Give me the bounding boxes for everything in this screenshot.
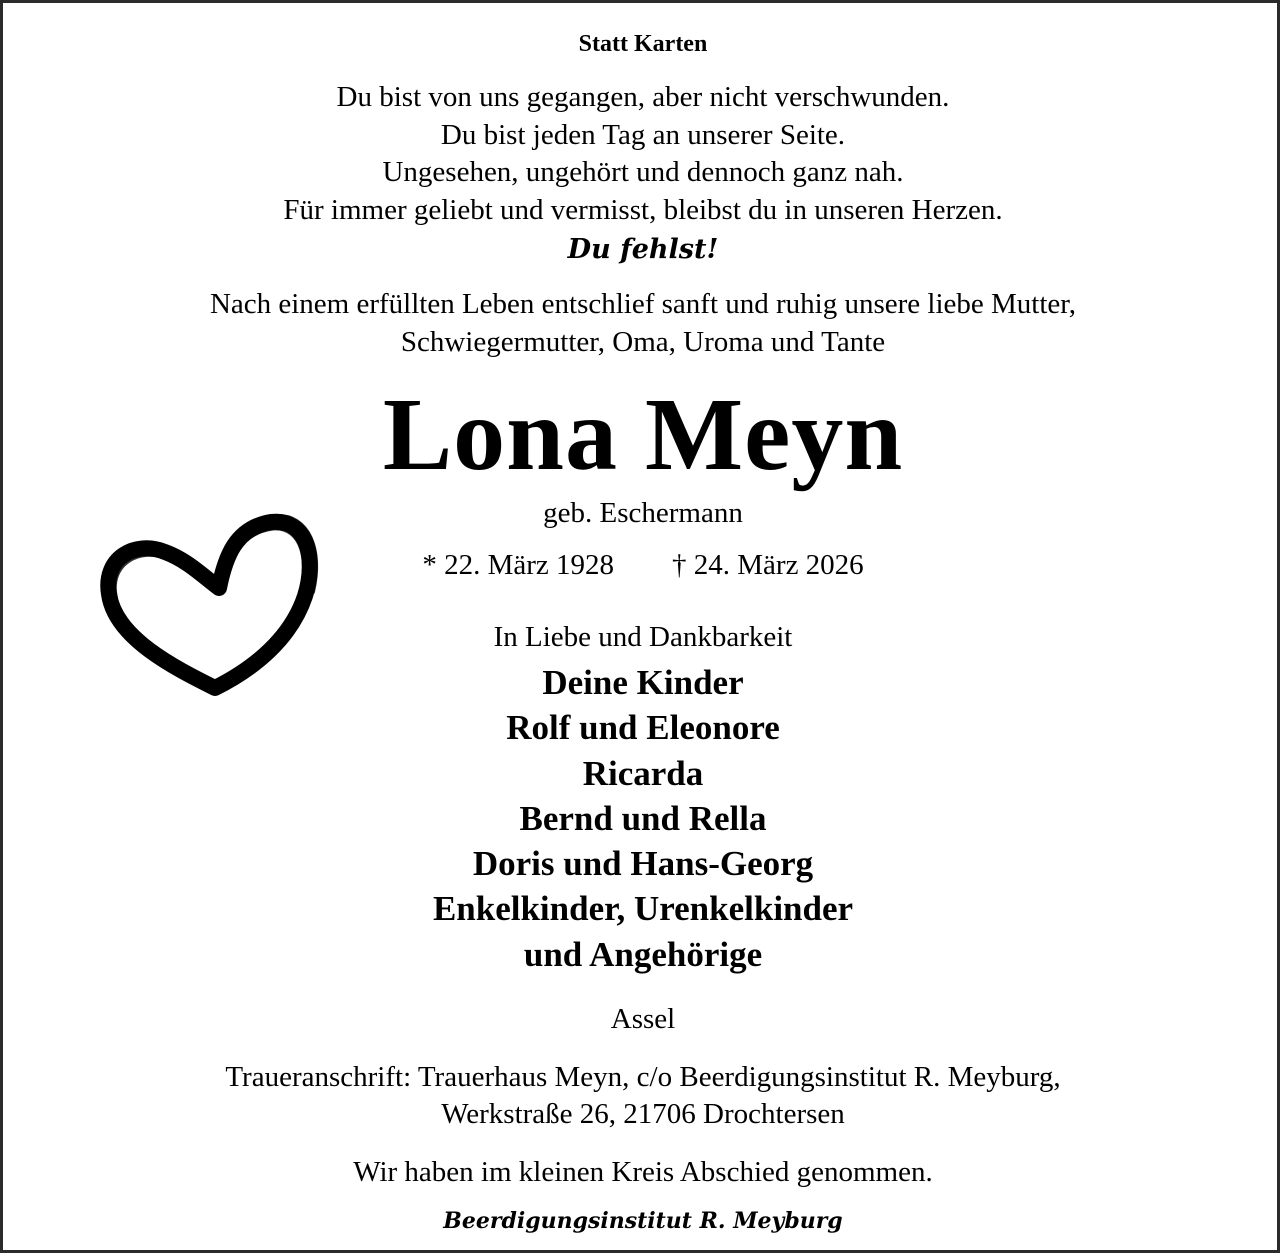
mourner-line: Bernd und Rella xyxy=(519,798,767,838)
thanks-intro: In Liebe und Dankbarkeit xyxy=(493,621,793,653)
mourner-line: Doris und Hans-Georg xyxy=(472,844,814,884)
mourner-line: Enkelkinder, Urenkelkinder xyxy=(432,889,854,929)
poem-line: Du bist jeden Tag an unserer Seite. xyxy=(440,118,846,151)
announcement xyxy=(3,286,1280,361)
birth-date: * 22. März 1928 xyxy=(422,549,614,581)
mourners-list xyxy=(3,660,1280,977)
funeral-home-signature: Beerdigungsinstitut R. Meyburg xyxy=(443,1208,843,1234)
mourner-line: Deine Kinder xyxy=(542,663,744,702)
farewell-note: Wir haben im kleinen Kreis Abschied genommen. xyxy=(353,1156,933,1188)
poem-line: Du bist von uns gegangen, aber nicht verschwunden. xyxy=(336,81,950,113)
address-line: Werkstraße 26, 21706 Drochtersen xyxy=(441,1098,845,1130)
announcement-line: Nach einem erfüllten Leben entschlief sanft und ruhig unsere liebe Mutter, xyxy=(209,288,1077,320)
place-name: Assel xyxy=(610,1003,676,1035)
death-date: † 24. März 2026 xyxy=(672,549,864,581)
poem-line: Ungesehen, ungehört und dennoch ganz nah. xyxy=(382,156,904,188)
maiden-name: geb. Eschermann xyxy=(543,497,743,529)
mourner-line: Rolf und Eleonore xyxy=(506,708,780,748)
poem-line: Für immer geliebt und vermisst, bleibst du in unseren Herzen. xyxy=(283,193,1003,226)
poem xyxy=(3,79,1280,229)
mourning-address xyxy=(3,1059,1280,1133)
announcement-line: Schwiegermutter, Oma, Uroma und Tante xyxy=(400,325,886,358)
address-line: Traueranschrift: Trauerhaus Meyn, c/o Beerdigungsinstitut R. Meyburg, xyxy=(225,1061,1061,1093)
deceased-name: Lona Meyn xyxy=(382,377,904,492)
notice-header: Statt Karten xyxy=(578,31,708,57)
poem-closing: Du fehlst! xyxy=(567,234,719,265)
mourner-line: und Angehörige xyxy=(523,934,763,974)
mourner-line: Ricarda xyxy=(582,753,704,793)
